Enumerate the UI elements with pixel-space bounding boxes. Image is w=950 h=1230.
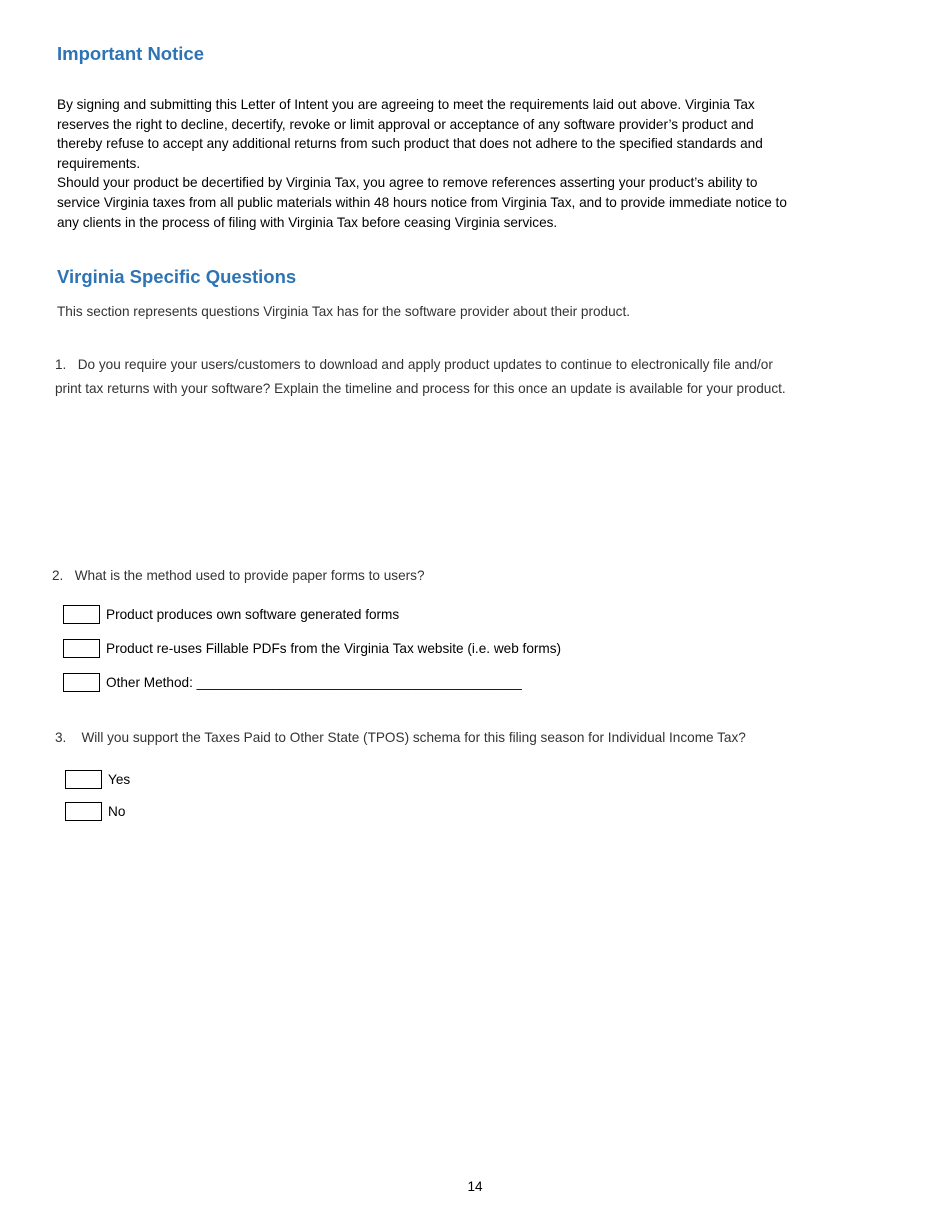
q2-option-label: Other Method: ___________________________________________: [106, 674, 522, 690]
specific-intro: This section represents questions Virginia Tax has for the software provider about their product.: [57, 304, 631, 319]
specific-heading: Virginia Specific Questions: [57, 266, 297, 287]
notice-line: requirements.: [57, 155, 141, 171]
question-1-number: 1.: [55, 357, 67, 372]
question-1-line2: print tax returns with your software? Explain the timeline and process for this once an update is available for your product.: [55, 381, 786, 396]
q3-no-label: No: [108, 803, 126, 819]
q2-option-checkbox[interactable]: [63, 673, 100, 692]
q3-option-row-yes[interactable]: [65, 768, 130, 790]
q2-option-checkbox[interactable]: [63, 605, 100, 624]
notice-line: any clients in the process of filing with Virginia Tax before ceasing Virginia services.: [57, 214, 558, 230]
q3-option-row-no[interactable]: [65, 800, 125, 822]
question-2: [52, 564, 425, 588]
notice-heading: Important Notice: [57, 43, 204, 64]
notice-line: By signing and submitting this Letter of Intent you are agreeing to meet the requirements laid out above. Virginia Tax: [57, 97, 755, 112]
question-3-text: Will you support the Taxes Paid to Other State (TPOS) schema for this filing season for Individual Income Tax?: [81, 730, 746, 745]
question-1-line1: Do you require your users/customers to download and apply product updates to continue to electronically file and/or: [77, 357, 773, 372]
question-1: [55, 353, 935, 401]
question-2-text: What is the method used to provide paper forms to users?: [74, 568, 425, 583]
notice-line: reserves the right to decline, decertify, revoke or limit approval or acceptance of any software provider’s product and: [57, 116, 754, 132]
q2-option-row[interactable]: [63, 637, 561, 659]
q2-option-label: Product re-uses Fillable PDFs from the Virginia Tax website (i.e. web forms): [106, 640, 562, 656]
notice-line: service Virginia taxes from all public materials within 48 hours notice from Virginia Tax, and to provide immediate notice to: [57, 194, 787, 210]
question-3-number: 3.: [55, 730, 67, 745]
question-3: [55, 726, 746, 750]
q2-option-label: Product produces own software generated forms: [106, 606, 400, 622]
question-2-number: 2.: [52, 568, 64, 583]
notice-paragraph: [57, 95, 917, 232]
q2-option-row[interactable]: [63, 671, 522, 693]
page-number: 14: [467, 1179, 483, 1194]
q3-yes-label: Yes: [108, 771, 131, 787]
notice-line: Should your product be decertified by Virginia Tax, you agree to remove references asserting your product’s ability to: [57, 175, 758, 191]
q2-option-checkbox[interactable]: [63, 639, 100, 658]
q3-yes-checkbox[interactable]: [65, 770, 102, 789]
q3-no-checkbox[interactable]: [65, 802, 102, 821]
q2-option-row[interactable]: [63, 603, 399, 625]
notice-line: thereby refuse to accept any additional returns from such product that does not adhere to the specified standards and: [57, 136, 763, 152]
